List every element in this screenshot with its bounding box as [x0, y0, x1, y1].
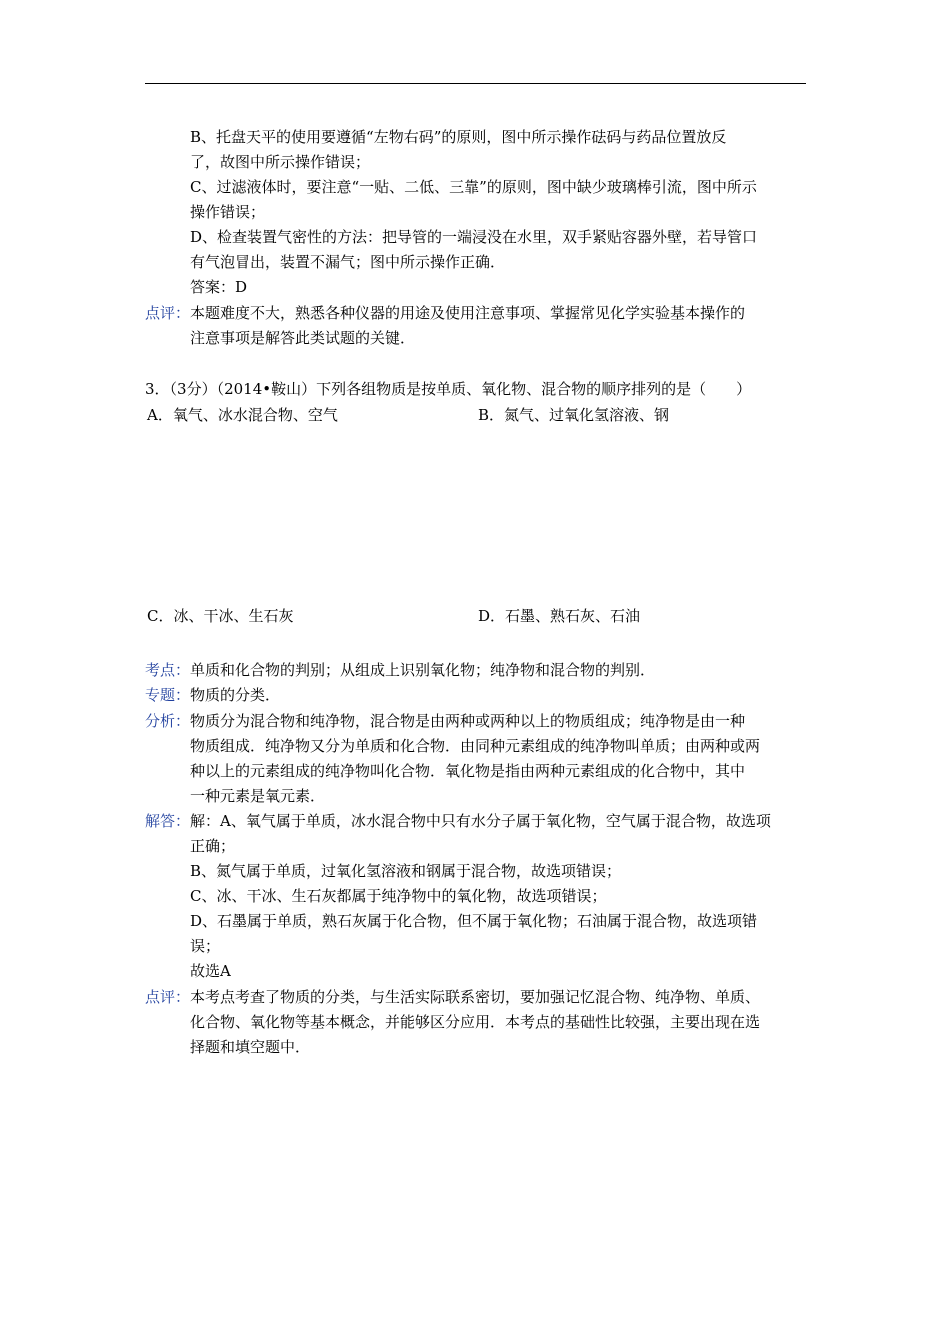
option-b: B．氮气、过氧化氢溶液、钢 [478, 406, 670, 424]
jieda-line-3: B、氮气属于单质，过氧化氢溶液和钢属于混合物，故选项错误； [190, 862, 622, 880]
prev-line-6: 有气泡冒出，装置不漏气；图中所示操作正确． [190, 253, 506, 271]
prev-answer: 答案：D [190, 278, 248, 296]
fenxi-line-4: 一种元素是氧元素． [190, 787, 326, 805]
fenxi-label: 分析： [145, 712, 191, 730]
dianping-label: 点评： [145, 988, 191, 1006]
prev-line-3: C、过滤液体时，要注意“一贴、二低、三靠”的原则，图中缺少玻璃棒引流，图中所示 [190, 178, 757, 196]
kaodian-text: 单质和化合物的判别；从组成上识别氧化物；纯净物和混合物的判别． [190, 661, 656, 679]
kaodian-label: 考点： [145, 661, 191, 679]
jieda-line-6: 误； [190, 937, 221, 955]
prev-line-4: 操作错误； [190, 203, 266, 221]
fenxi-line-3: 种以上的元素组成的纯净物叫化合物．氧化物是指由两种元素组成的化合物中，其中 [190, 762, 746, 780]
option-c: C．冰、干冰、生石灰 [147, 607, 294, 625]
fenxi-line-1: 物质分为混合物和纯净物，混合物是由两种或两种以上的物质组成；纯净物是由一种 [190, 712, 746, 730]
fenxi-line-2: 物质组成．纯净物又分为单质和化合物．由同种元素组成的纯净物叫单质；由两种或两 [190, 737, 761, 755]
prev-comment-line-1: 本题难度不大，熟悉各种仪器的用途及使用注意事项、掌握常见化学实验基本操作的 [190, 304, 746, 322]
prev-line-2: 了，故图中所示操作错误； [190, 153, 371, 171]
jieda-line-2: 正确； [190, 837, 236, 855]
prev-line-1: B、托盘天平的使用要遵循“左物右码”的原则，图中所示操作砝码与药品位置放反 [190, 128, 727, 146]
jieda-line-7: 故选A [190, 962, 231, 980]
option-d: D．石墨、熟石灰、石油 [478, 607, 641, 625]
jieda-line-4: C、冰、干冰、生石灰都属于纯净物中的氧化物，故选项错误； [190, 887, 607, 905]
question-stem: 3．（3分）（2014•鞍山）下列各组物质是按单质、氧化物、混合物的顺序排列的是（ ） [145, 380, 752, 398]
jieda-line-1: 解：A、氧气属于单质，冰水混合物中只有水分子属于氧化物，空气属于混合物，故选项 [190, 812, 771, 830]
jieda-label: 解答： [145, 812, 191, 830]
dianping-line-1: 本考点考查了物质的分类，与生活实际联系密切，要加强记忆混合物、纯净物、单质、 [190, 988, 761, 1006]
prev-comment-line-2: 注意事项是解答此类试题的关键． [190, 329, 416, 347]
zhuanti-text: 物质的分类． [190, 686, 281, 704]
prev-comment-label: 点评： [145, 304, 191, 322]
header-rule [145, 83, 806, 84]
option-a: A．氧气、冰水混合物、空气 [147, 406, 338, 424]
dianping-line-3: 择题和填空题中． [190, 1038, 311, 1056]
dianping-line-2: 化合物、氧化物等基本概念，并能够区分应用．本考点的基础性比较强，主要出现在选 [190, 1013, 761, 1031]
zhuanti-label: 专题： [145, 686, 191, 704]
jieda-line-5: D、石墨属于单质，熟石灰属于化合物，但不属于氧化物；石油属于混合物，故选项错 [190, 912, 758, 930]
prev-line-5: D、检查装置气密性的方法：把导管的一端浸没在水里，双手紧贴容器外壁，若导管口 [190, 228, 758, 246]
